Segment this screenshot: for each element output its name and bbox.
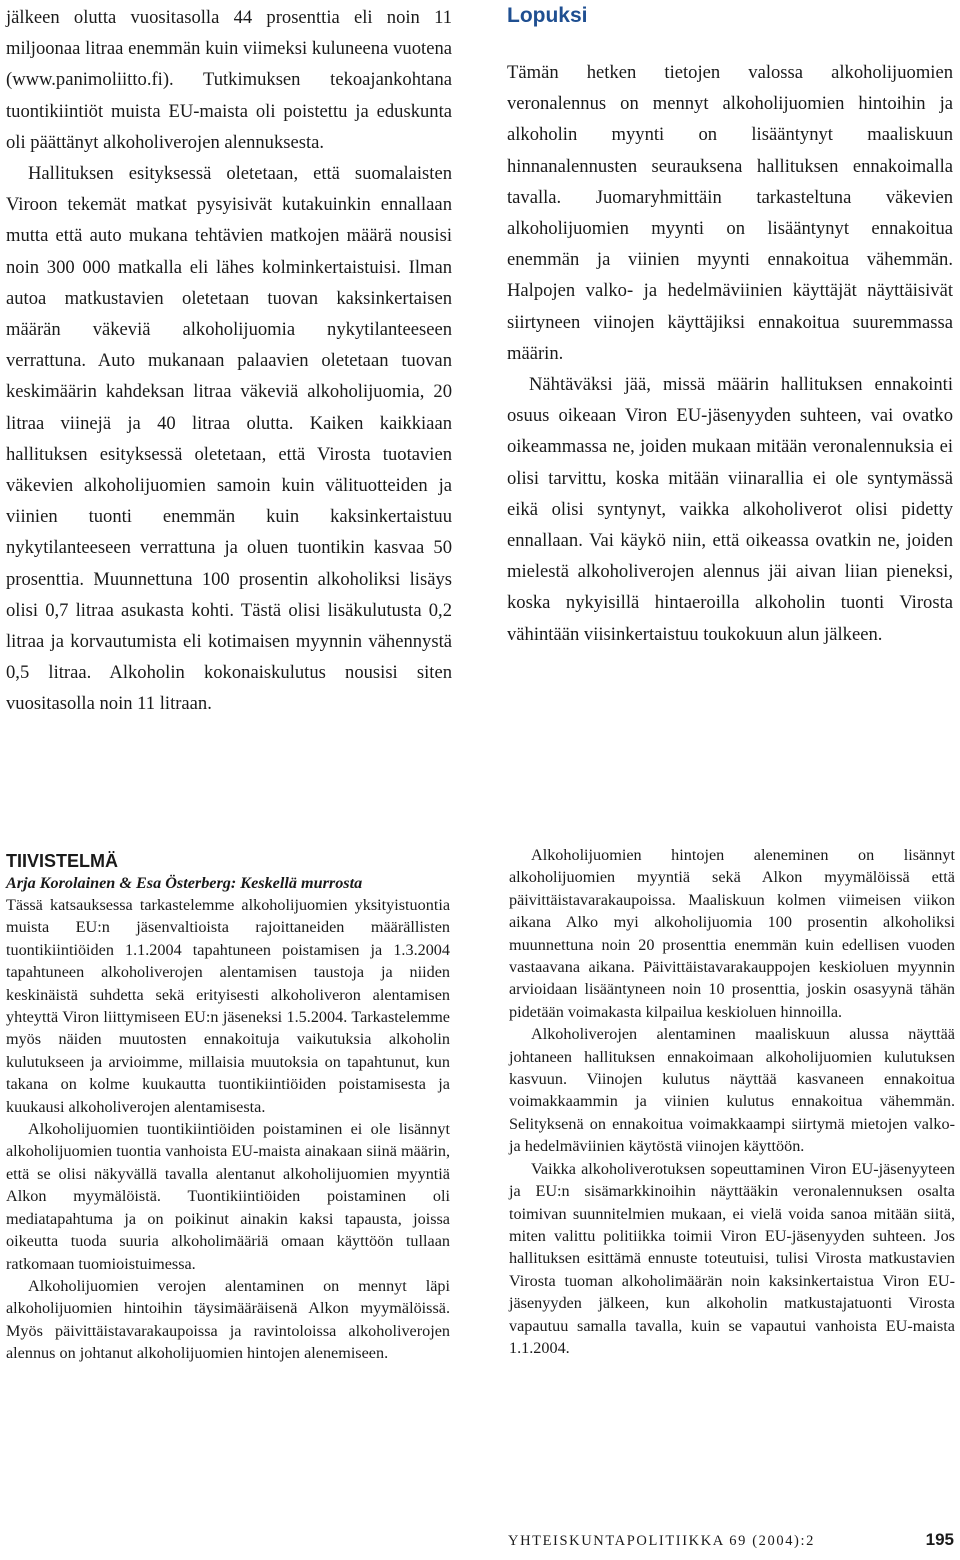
body-column-right xyxy=(507,2,953,650)
section-heading-lopuksi: Lopuksi xyxy=(507,4,588,27)
summary-authors: Arja Korolainen & Esa Österberg: Keskellä murrosta xyxy=(6,874,363,892)
body-paragraph: Hallituksen esityksessä oletetaan, että suomalaisten Viroon tekemät matkat pysyisivät kutakuinkin ennallaan mutta että auto mukana tehtävien matkojen määrä nousisi noin 300 000 matkalla eli lähes kolminkertaistuisi. Ilman autoa matkustavien oletetaan tuovan kaksinkertaisen määrän väkeviä alkoholijuomia nykytilanteeseen verrattuna. Auto mukanaan palaavien oletetaan tuovan keskimäärin kahdeksan litraa väkeviä alkoholijuomia, 20 litraa viinejä ja 40 litraa olutta. Kaiken kaikkiaan hallituksen esityksessä oletetaan, että Virosta tuotavien väkevien alkoholijuomien samoin kuin välituotteiden ja viinien tuonti enemmän kuin kaksinkertaistuu nykytilanteeseen verrattuna ja oluen tuontikin kasvaa 50 prosenttia. Muunnettuna 100 prosentin alkoholiksi lisäys olisi 0,7 litraa asukasta kohti. Tästä olisi lisäkulutusta 0,2 litraa ja korvautumista eli kotimaisen myynnin vähennystä 0,5 litraa. Alkoholin kokonaiskulutus nousisi siten vuositasolla noin 11 litraan. xyxy=(6,163,452,715)
page-footer xyxy=(508,1530,958,1550)
body-column-left xyxy=(6,2,452,720)
summary-paragraph: Alkoholijuomien hintojen aleneminen on lisännyt alkoholijuomien myyntiä sekä Alkon myymälöissä että päivittäistavarakaupoissa. Maaliskuun kolmen viimeisen viikon aikana Alko myi alkoholijuomia 100 prosentin alkoholiksi muunnettuna noin 20 prosenttia enemmän kuin edellisen vuoden vastaavana aikana. Päivittäistavarakauppojen keskioluen myynnin arvioidaan lisääntyneen noin 10 prosenttia, joskin osasyynä tähän pidetään voimakasta kilpailua keskioluen hinnoilla. xyxy=(509,846,955,1021)
summary-paragraph: Alkoholijuomien tuontikiintiöiden poistaminen ei ole lisännyt alkoholijuomien tuontia vanhoista EU-maista ainakaan siinä määrin, että se olisi näkyvällä tavalla alentanut alkoholijuomien myyntiä Alkon myymälöistä. Tuontikiintiöiden poistaminen oli mediatapahtuma ja on poikinut ainakin kaksi tapausta, joissa oikeutta tuoda suuria alkoholimääriä omaan käyttöön tullaan ratkomaan tuomioistuimessa. xyxy=(6,1120,450,1273)
body-paragraph: jälkeen olutta vuositasolla 44 prosenttia eli noin 11 miljoonaa litraa enemmän kuin viimeksi kuluneena vuotena (www.panimoliitto.fi). Tutkimuksen tekoajankohtana tuontikiintiöt muista EU-maista oli poistettu ja eduskunta oli päättänyt alkoholiverojen alennuksesta. xyxy=(6,7,452,153)
summary-paragraph: Tässä katsauksessa tarkastelemme alkoholijuomien yksityistuontia muista EU:n jäsenvaltioista rajoittaneiden määrällisten tuontikiintiöiden 1.1.2004 tapahtuneen poistamisen ja 1.3.2004 tapahtuneen alkoholiverojen alentamisen taustoja ja niiden keskinäistä suhdetta sekä erityisesti alkoholiveron alentamisen yhteyttä Viron liittymiseen EU:n jäseneksi 1.5.2004. Tarkastelemme myös näiden muutosten ennakoituja vaikutuksia alkoholin kulutukseen ja arvioimme, millaisia muutoksia on tapahtunut, kun takana on kolme kuukautta tuontikiintiöiden poistamisesta ja kuukausi alkoholiverojen alentamisesta. xyxy=(6,896,450,1116)
body-paragraph: Nähtäväksi jää, missä määrin hallituksen ennakointi osuus oikeaan Viron EU-jäsenyyden suhteen, vai ovatko oikeammassa ne, joiden mukaan mitään veronalennuksia ei olisi tarvittu, koska mitään viinarallia ei ole syntymässä eikä olisi syntynyt, vaikka alkoholiverot olisi pidetty ennallaan. Vai käykö niin, että oikeassa ovatkin ne, joiden mielestä alkoholiverojen alennus jäi aivan liian pieneksi, koska nykyisillä hintaeroilla alkoholin tuonti Virosta vähintään viisinkertaistuu toukokuun alun jälkeen. xyxy=(507,374,953,645)
summary-paragraph: Vaikka alkoholiverotuksen sopeuttaminen Viron EU-jäsenyyteen ja EU:n sisämarkkinoihin näyttääkin veronalennuksen osalta toimivan suunnitelmien mukaan, ei vielä voida sanoa mitään siitä, miten valittu politiikka toimii Viron EU-jäsenyyden suhteen. Jos hallituksen esittämä ennuste toteutuisi, tulisi Virosta matkustavien Virosta tuoman alkoholimäärän noin kaksinkertaistua Viron EU-jäsenyyden jälkeen, kun alkoholin matkustajatuonti Virosta vapautuu samalla tavalla, kuin se vapautui vanhoista EU-maista 1.1.2004. xyxy=(509,1159,955,1357)
summary-paragraph: Alkoholijuomien verojen alentaminen on mennyt läpi alkoholijuomien hintoihin täysimääräisenä Alkon myymälöissä. Myös päivittäistavarakaupoissa ja ravintoloissa alkoholiverojen alennus on johtanut alkoholijuomien hintojen alenemiseen. xyxy=(6,1276,450,1363)
journal-title: YHTEISKUNTAPOLITIIKKA 69 (2004):2 xyxy=(508,1533,815,1549)
body-paragraph: Tämän hetken tietojen valossa alkoholijuomien veronalennus on mennyt alkoholijuomien hintoihin ja alkoholin myynti on lisääntynyt maaliskuun hinnanalennusten seurauksena hallituksen ennakoimalla tavalla. Juomaryhmittäin tarkasteltuna väkevien alkoholijuomien myynti on lisääntynyt ennakoitua enemmän ja viinien myynti ennakoitua vähemmän. Halpojen valko- ja hedelmäviinien käyttäjät näyttäisivät siirtyneen viinojen käyttäjiksi ennakoitua suuremmassa määrin. xyxy=(507,62,953,364)
summary-heading: TIIVISTELMÄ xyxy=(6,851,118,871)
summary-paragraph: Alkoholiverojen alentaminen maaliskuun alussa näyttää johtaneen hallituksen ennakoimaan alkoholijuomien kulutuksen kasvuun. Viinojen kulutus näyttää kasvaneen ennakoitua voimakkaammin ja viinien kulutus ennakoitua vähemmän. Selityksenä on ennakoitua voimakkaampi siirtymä mietojen valko- ja hedelmäviinien käytöstä viinojen käyttöön. xyxy=(509,1025,955,1156)
summary-column-right xyxy=(509,844,955,1359)
summary-column-left xyxy=(6,850,450,1365)
page-number: 195 xyxy=(925,1530,954,1549)
